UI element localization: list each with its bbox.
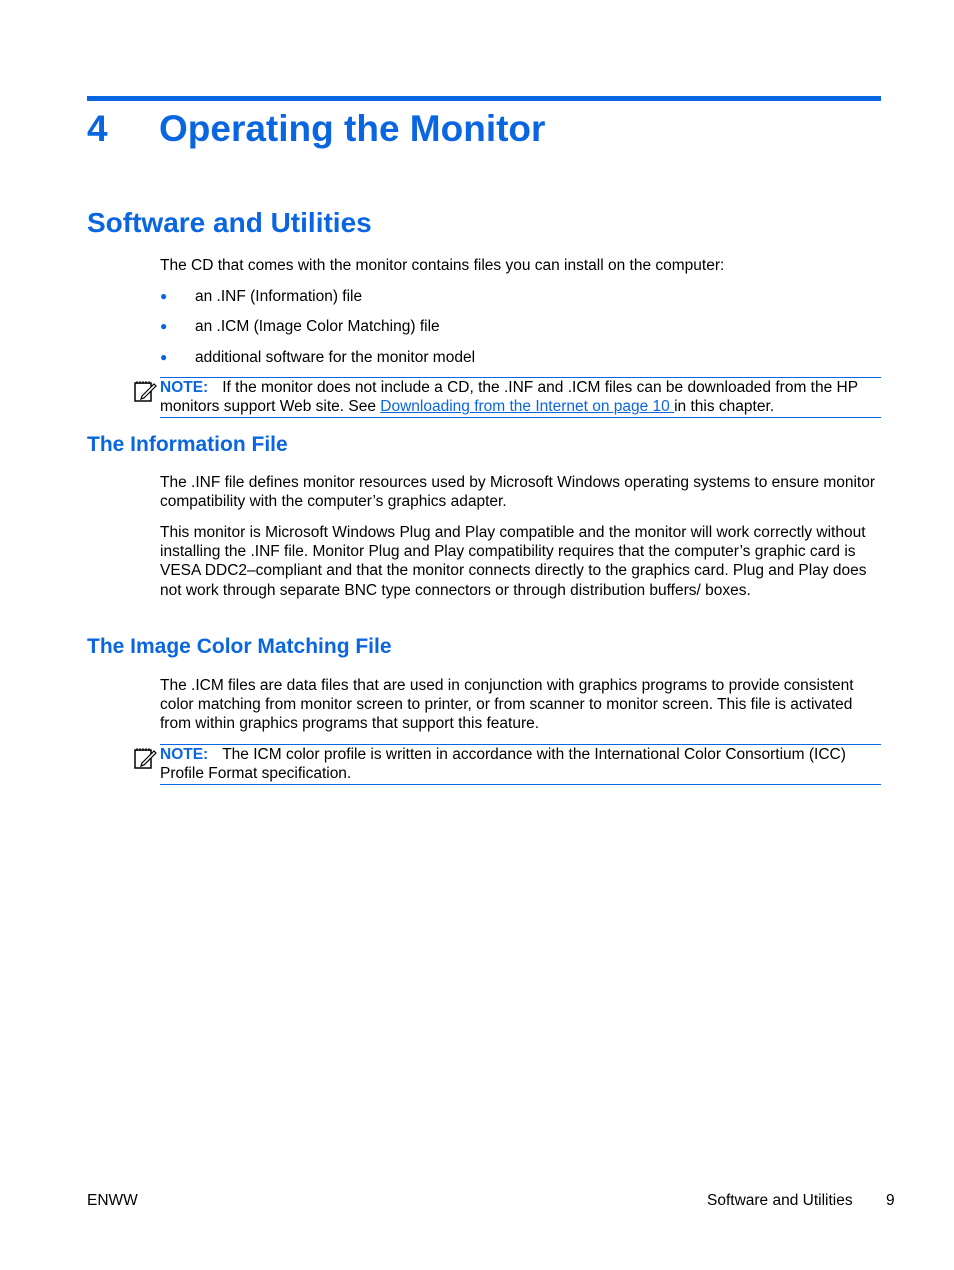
footer-section: Software and Utilities [707,1192,853,1209]
icm-file-paragraph: The .ICM files are data files that are used in conjunction with graphics programs to provide consistent color matching from monitor screen to printer, or from scanner to monitor screen. This file is activated from within graphics programs that support this feature. [160,677,854,733]
note-text: If the monitor does not include a CD, the .INF and .ICM files can be downloaded from the HP monitors support Web site. See [160,379,858,416]
bullet-icon: ● [160,319,168,333]
note-text-end: in this chapter. [674,398,775,416]
footer-left: ENWW [87,1192,138,1209]
note-icon [133,379,157,403]
bullet-icon: ● [160,289,168,303]
download-link[interactable]: Downloading from the Internet on page 10 [380,398,675,416]
chapter-rule [87,96,881,101]
icm-file-title: The Image Color Matching File [87,635,392,658]
info-file-title: The Information File [87,433,288,456]
note-icon [133,746,157,770]
info-file-paragraph-1: The .INF file defines monitor resources used by Microsoft Windows operating systems to ensure monitor compatibility with the computer’s graphics adapter. [160,474,876,511]
chapter-number: 4 [87,108,108,149]
page-number: 9 [886,1192,895,1209]
section-title: Software and Utilities [87,207,372,238]
chapter-heading [87,108,545,150]
chapter-title: Operating the Monitor [159,108,546,149]
note-box [160,377,881,418]
info-file-paragraph-2: This monitor is Microsoft Windows Plug and Play compatible and the monitor will work correctly without installing the .INF file. Monitor Plug and Play compatibility requires that the computer’s graphic card is VESA DDC2–compliant and that the monitor connects directly to the graphics card. Plug and Play does not work through separate BNC type connectors or through distribution buffers/ boxes. [160,524,867,599]
note-box [160,744,881,785]
note-text: The ICM color profile is written in accordance with the International Color Consortium (ICC) Profile Format specification. [160,746,846,783]
list-item-text: an .INF (Information) file [195,288,363,305]
bullet-icon: ● [160,350,168,364]
note-label: NOTE: [160,379,209,396]
list-item-text: an .ICM (Image Color Matching) file [195,318,440,335]
list-item-text: additional software for the monitor model [195,349,476,366]
note-label: NOTE: [160,746,209,763]
section-intro: The CD that comes with the monitor contains files you can install on the computer: [160,257,725,274]
